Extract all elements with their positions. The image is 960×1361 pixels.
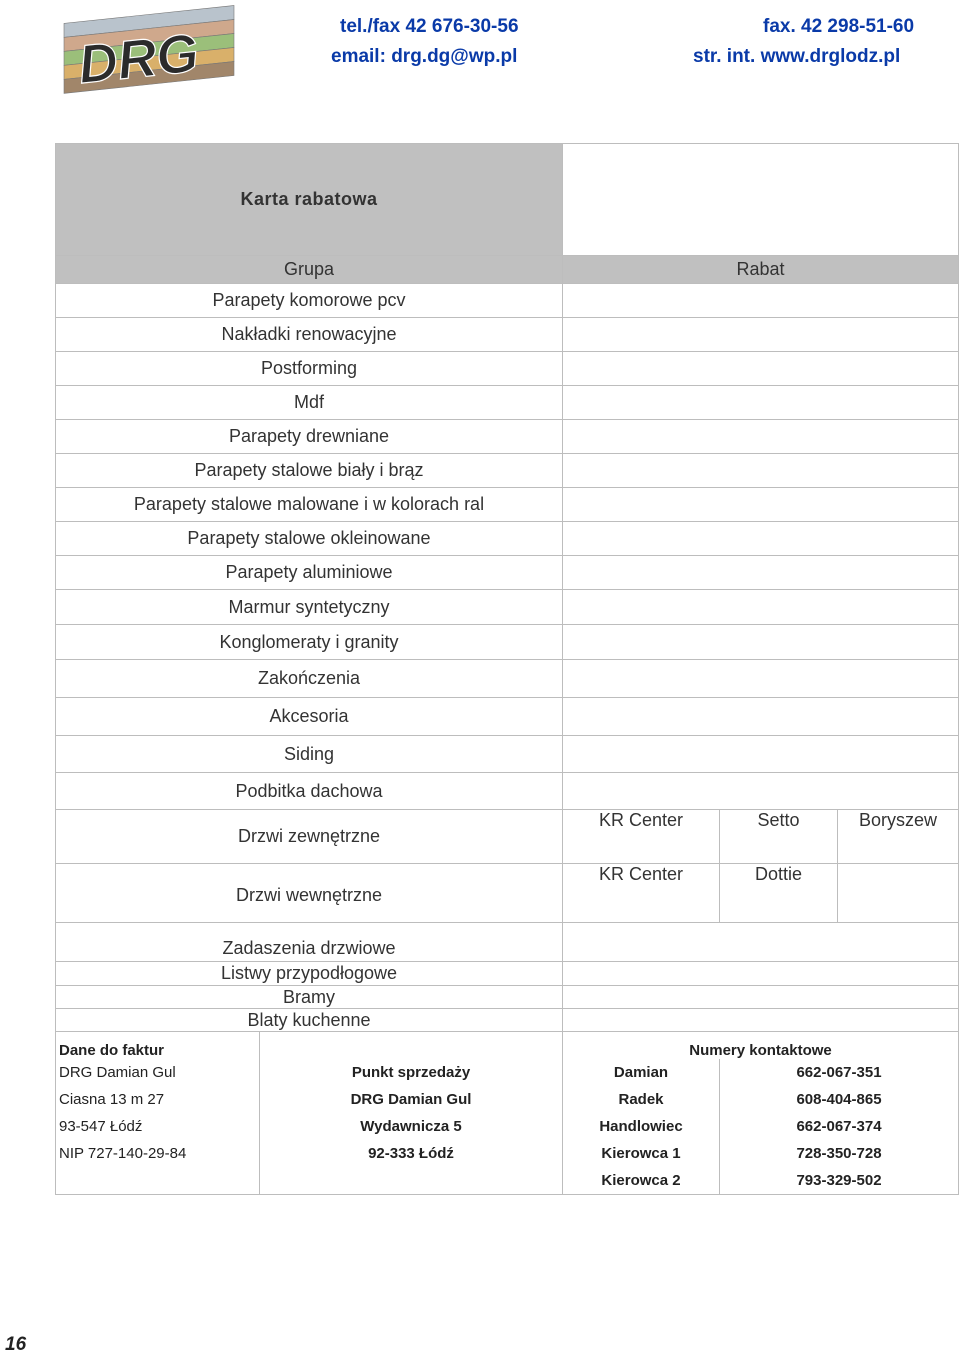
discount-cell[interactable] bbox=[563, 986, 959, 1009]
invoice-line: DRG Damian Gul bbox=[56, 1059, 260, 1086]
group-row: Blaty kuchenne bbox=[56, 1009, 563, 1032]
group-row: Konglomeraty i granity bbox=[56, 625, 563, 660]
contact-name: Radek bbox=[563, 1086, 720, 1113]
contacts-title: Numery kontaktowe bbox=[563, 1032, 959, 1059]
card-title-blank bbox=[563, 144, 959, 256]
discount-kr-center-ext[interactable] bbox=[563, 831, 720, 863]
website-link[interactable]: str. int. www.drglodz.pl bbox=[693, 46, 901, 67]
discount-dottie[interactable] bbox=[720, 885, 838, 923]
brand-boryszew: Boryszew bbox=[838, 810, 959, 832]
contact-phone[interactable]: 608-404-865 bbox=[720, 1086, 959, 1113]
contact-phone[interactable]: 662-067-374 bbox=[720, 1113, 959, 1140]
contact-name: Damian bbox=[563, 1059, 720, 1086]
sales-point-title: Punkt sprzedaży bbox=[260, 1059, 563, 1086]
fax-text: fax. 42 298-51-60 bbox=[763, 16, 915, 37]
discount-cell[interactable] bbox=[563, 284, 959, 318]
sales-point-line: DRG Damian Gul bbox=[260, 1086, 563, 1113]
sales-point-spacer bbox=[260, 1032, 563, 1059]
doors-exterior-label: Drzwi zewnętrzne bbox=[56, 810, 563, 864]
group-row: Parapety stalowe okleinowane bbox=[56, 522, 563, 556]
discount-cell[interactable] bbox=[563, 318, 959, 352]
sales-point-line: Wydawnicza 5 bbox=[260, 1113, 563, 1140]
group-row: Akcesoria bbox=[56, 698, 563, 736]
contact-name: Handlowiec bbox=[563, 1113, 720, 1140]
sales-point-line: 92-333 Łódź bbox=[260, 1140, 563, 1167]
group-header: Grupa bbox=[56, 256, 563, 284]
brand-setto: Setto bbox=[720, 810, 838, 832]
brand-kr-center-int: KR Center bbox=[563, 863, 720, 885]
invoice-title: Dane do faktur bbox=[56, 1032, 260, 1059]
group-row: Parapety drewniane bbox=[56, 420, 563, 454]
group-row: Parapety stalowe biały i brąz bbox=[56, 454, 563, 488]
discount-boryszew[interactable] bbox=[838, 831, 959, 863]
svg-text:DRG: DRG bbox=[75, 22, 202, 96]
page-number: 16 bbox=[5, 1334, 27, 1355]
discount-cell[interactable] bbox=[563, 1009, 959, 1032]
group-row: Marmur syntetyczny bbox=[56, 590, 563, 625]
drg-logo bbox=[58, 4, 240, 100]
invoice-empty bbox=[56, 1167, 260, 1194]
group-row: Postforming bbox=[56, 352, 563, 386]
invoice-line: NIP 727-140-29-84 bbox=[56, 1140, 260, 1167]
contact-name: Kierowca 1 bbox=[563, 1140, 720, 1167]
discount-cell[interactable] bbox=[563, 773, 959, 810]
discount-cell[interactable] bbox=[563, 698, 959, 736]
discount-cell[interactable] bbox=[563, 660, 959, 698]
discount-kr-center-int[interactable] bbox=[563, 885, 720, 923]
discount-cell[interactable] bbox=[563, 420, 959, 454]
group-row: Parapety stalowe malowane i w kolorach ral bbox=[56, 488, 563, 522]
discount-cell[interactable] bbox=[563, 625, 959, 660]
group-row: Parapety aluminiowe bbox=[56, 556, 563, 590]
group-row: Mdf bbox=[56, 386, 563, 420]
brand-kr-center-ext: KR Center bbox=[563, 810, 720, 832]
discount-cell[interactable] bbox=[563, 962, 959, 986]
contact-phone[interactable]: 728-350-728 bbox=[720, 1140, 959, 1167]
discount-empty[interactable] bbox=[838, 885, 959, 923]
group-row: Nakładki renowacyjne bbox=[56, 318, 563, 352]
contact-phone[interactable]: 793-329-502 bbox=[720, 1167, 959, 1194]
doors-interior-label: Drzwi wewnętrzne bbox=[56, 863, 563, 923]
contact-phone[interactable]: 662-067-351 bbox=[720, 1059, 959, 1086]
discount-cell[interactable] bbox=[563, 522, 959, 556]
invoice-line: 93-547 Łódź bbox=[56, 1113, 260, 1140]
invoice-line: Ciasna 13 m 27 bbox=[56, 1086, 260, 1113]
phone-fax-text: tel./fax 42 676-30-56 bbox=[340, 16, 519, 37]
group-row: Zadaszenia drzwiowe bbox=[56, 923, 563, 962]
group-row: Zakończenia bbox=[56, 660, 563, 698]
discount-cell[interactable] bbox=[563, 454, 959, 488]
contact-info-table bbox=[55, 1032, 959, 1195]
discount-setto[interactable] bbox=[720, 831, 838, 863]
group-row: Listwy przypodłogowe bbox=[56, 962, 563, 986]
discount-cell[interactable] bbox=[563, 386, 959, 420]
discount-cell[interactable] bbox=[563, 488, 959, 522]
brand-dottie: Dottie bbox=[720, 863, 838, 885]
group-row: Podbitka dachowa bbox=[56, 773, 563, 810]
group-row: Parapety komorowe pcv bbox=[56, 284, 563, 318]
group-row: Siding bbox=[56, 736, 563, 773]
discount-card-table bbox=[55, 143, 959, 1032]
email-link[interactable]: email: drg.dg@wp.pl bbox=[331, 46, 518, 67]
brand-empty bbox=[838, 863, 959, 885]
discount-cell[interactable] bbox=[563, 923, 959, 962]
discount-header: Rabat bbox=[563, 256, 959, 284]
discount-cell[interactable] bbox=[563, 556, 959, 590]
sales-point-empty bbox=[260, 1167, 563, 1194]
discount-cell[interactable] bbox=[563, 590, 959, 625]
contact-name: Kierowca 2 bbox=[563, 1167, 720, 1194]
card-title: Karta rabatowa bbox=[56, 144, 563, 256]
discount-cell[interactable] bbox=[563, 352, 959, 386]
discount-cell[interactable] bbox=[563, 736, 959, 773]
group-row: Bramy bbox=[56, 986, 563, 1009]
